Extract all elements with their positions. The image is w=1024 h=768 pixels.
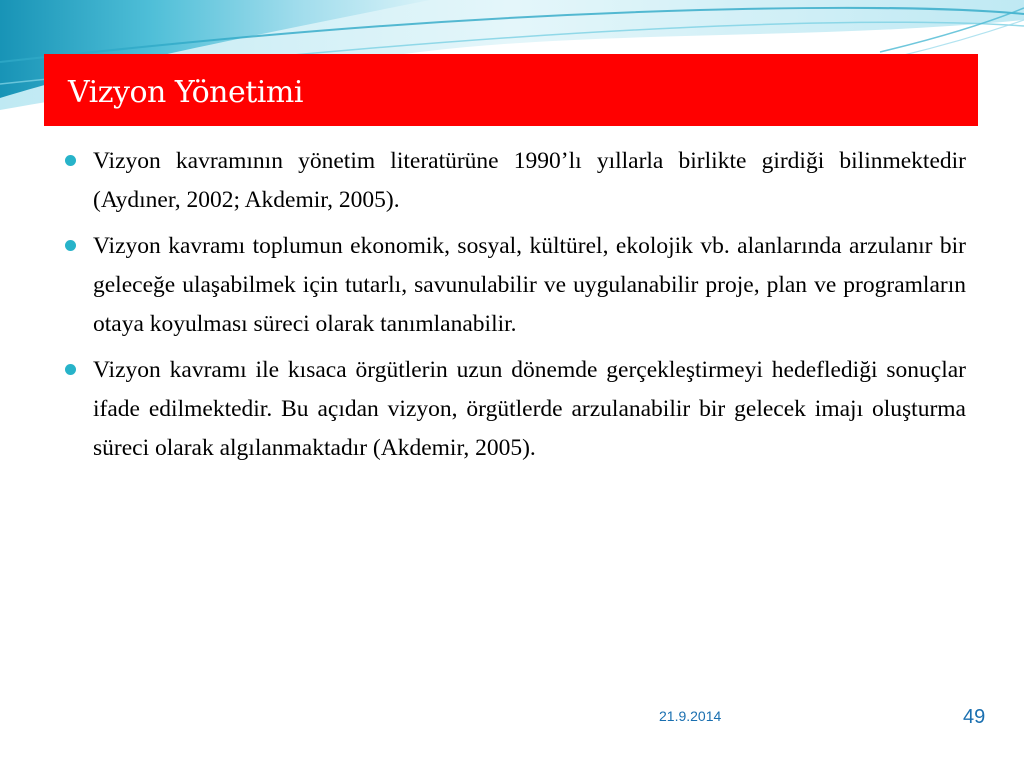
bullet-marker-icon bbox=[65, 240, 76, 251]
bullet-marker-icon bbox=[65, 155, 76, 166]
bullet-list bbox=[62, 142, 966, 475]
slide-title: Vizyon Yönetimi bbox=[68, 75, 303, 110]
bullet-marker-icon bbox=[65, 364, 76, 375]
bullet-text: Vizyon kavramı ile kısaca örgütlerin uzun dönemde gerçekleştirmeyi hedeflediği sonuçlar ifade edilmektedir. Bu açıdan vizyon, örgütlerde arzulanabilir bir gelecek imajı oluşturma süreci olarak algılanmaktadır (Akdemir, 2005). bbox=[93, 357, 966, 461]
footer-date: 21.9.2014 bbox=[659, 708, 722, 724]
page-number: 49 bbox=[963, 706, 986, 728]
bullet-item bbox=[62, 142, 966, 220]
bullet-text: Vizyon kavramı toplumun ekonomik, sosyal, kültürel, ekolojik vb. alanlarında arzulanır bir geleceğe ulaşabilmek için tutarlı, savunulabilir ve uygulanabilir proje, plan ve programların otaya koyulması süreci olarak tanımlanabilir. bbox=[93, 233, 966, 337]
title-bar bbox=[44, 54, 978, 126]
bullet-item bbox=[62, 227, 966, 344]
bullet-item bbox=[62, 351, 966, 468]
bullet-text: Vizyon kavramının yönetim literatürüne 1990’lı yıllarla birlikte girdiği bilinmektedir (Aydıner, 2002; Akdemir, 2005). bbox=[93, 148, 966, 213]
